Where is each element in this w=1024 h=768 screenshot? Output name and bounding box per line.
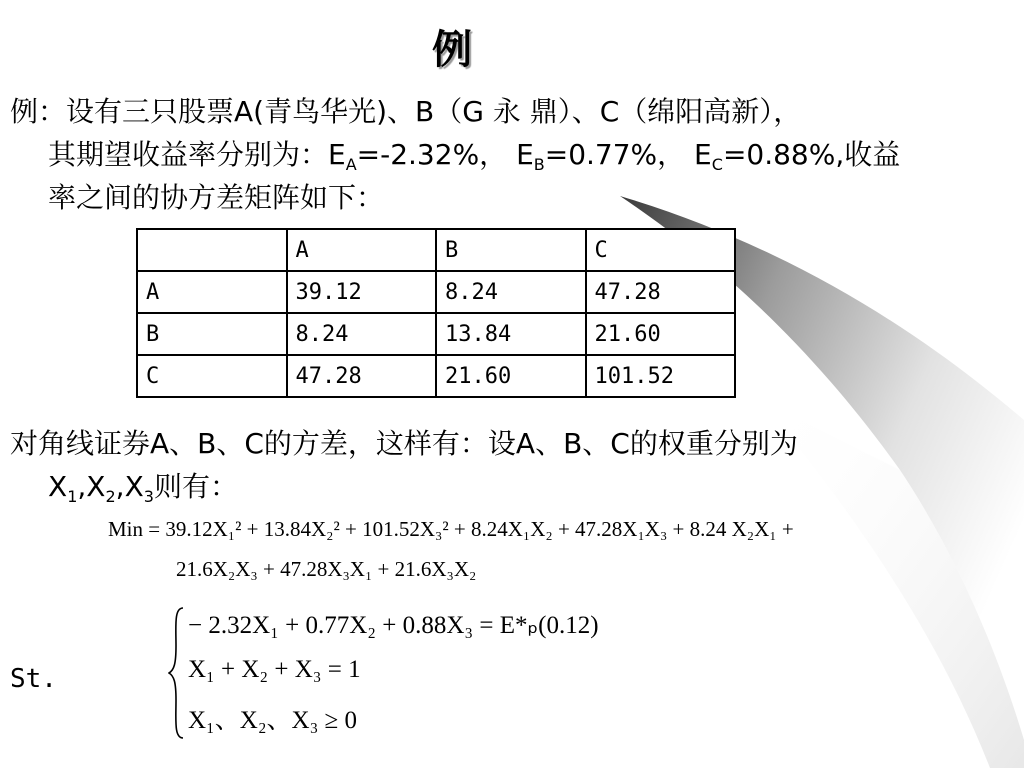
constraint-weights-sum: X₁ + X₂ + X₃ = 1	[188, 656, 361, 683]
table-cell: 21.60	[436, 355, 586, 397]
problem-statement	[10, 90, 1000, 219]
table-cell: C	[137, 355, 287, 397]
slide-title: 例	[432, 27, 473, 73]
table-row	[137, 355, 735, 397]
objective-function-line-1: Min = 39.12X₁² + 13.84X₂² + 101.52X₃² + 8.24X₁X₂ + 47.28X₁X₃ + 8.24 X₂X₁ +	[108, 517, 794, 541]
weights-line-1: 对角线证券A、B、C的方差，这样有：设A、B、C的权重分别为	[10, 427, 798, 460]
table-cell: 13.84	[436, 313, 586, 355]
objective-function-line-2: 21.6X₂X₃ + 47.28X₃X₁ + 21.6X₃X₂	[176, 557, 477, 581]
table-header-row	[137, 229, 735, 271]
table-cell: 101.52	[586, 355, 736, 397]
constraint-nonnegative: X₁、X₂、X₃ ≥ 0	[188, 707, 358, 734]
table-row	[137, 313, 735, 355]
problem-line-3: 率之间的协方差矩阵如下：	[48, 181, 385, 214]
table-cell: 8.24	[287, 313, 437, 355]
weights-statement	[10, 422, 1000, 508]
table-cell: B	[436, 229, 586, 271]
table-cell: 39.12	[287, 271, 437, 313]
table-cell: 21.60	[586, 313, 736, 355]
subject-to-label: St.	[10, 664, 57, 694]
left-brace-icon	[168, 606, 186, 740]
covariance-table	[136, 228, 736, 398]
table-row	[137, 271, 735, 313]
table-cell: 47.28	[287, 355, 437, 397]
table-cell: A	[137, 271, 287, 313]
constraint-return: − 2.32X₁ + 0.77X₂ + 0.88X₃ = E*ₚ(0.12)	[188, 612, 599, 639]
table-cell: 47.28	[586, 271, 736, 313]
table-cell: 8.24	[436, 271, 586, 313]
table-cell: A	[287, 229, 437, 271]
table-cell: C	[586, 229, 736, 271]
problem-line-2: 其期望收益率分别为：$E_A=-2.32\%$， $E_B=0.77\%$， $E_C=0.88\%$,收益	[48, 138, 901, 174]
table-cell	[137, 229, 287, 271]
problem-line-1: 例：设有三只股票A(青鸟华光)、B（G 永 鼎）、C（绵阳高新），	[10, 95, 802, 128]
table-cell: B	[137, 313, 287, 355]
weights-line-2: $X_1,X_2,X_3$则有：	[48, 470, 238, 506]
